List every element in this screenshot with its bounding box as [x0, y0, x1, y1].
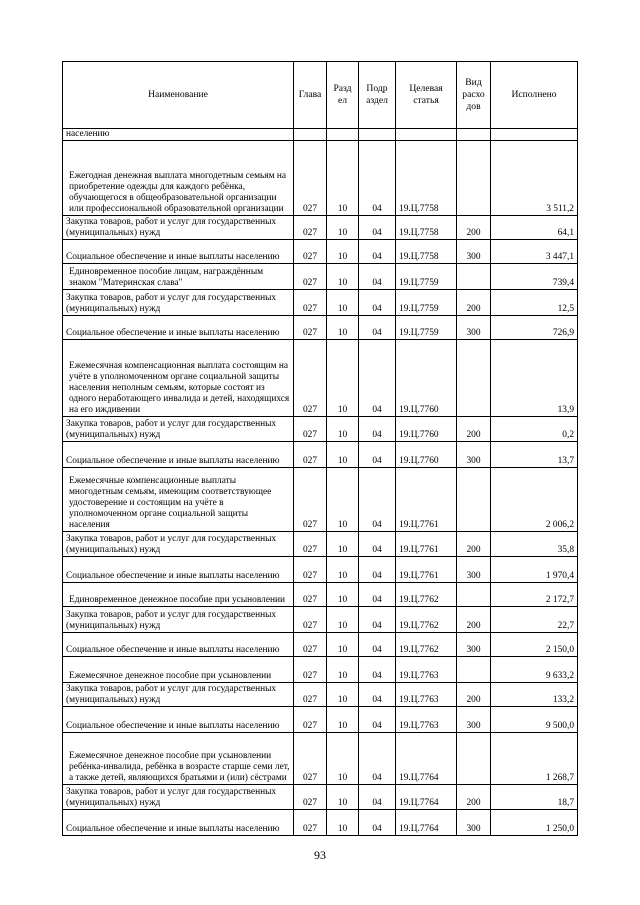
cell-name — [63, 417, 294, 442]
cell-section: 10 — [327, 810, 359, 836]
cell-chapter: 027 — [294, 557, 327, 583]
cell-subsection — [359, 129, 396, 141]
cell-name — [63, 129, 294, 141]
cell-chapter: 027 — [294, 683, 327, 707]
cell-executed: 13,7 — [491, 442, 578, 468]
cell-target: 19.Ц.7758 — [396, 141, 457, 216]
cell-subsection: 04 — [359, 532, 396, 557]
cell-section: 10 — [327, 657, 359, 683]
row-label: Социальное обеспечение и иные выплаты населению — [66, 645, 280, 655]
cell-section: 10 — [327, 216, 359, 240]
row-label: Социальное обеспечение и иные выплаты населению — [66, 328, 280, 338]
cell-kind: 300 — [457, 240, 491, 264]
cell-section: 10 — [327, 683, 359, 707]
cell-section: 10 — [327, 607, 359, 633]
cell-chapter: 027 — [294, 417, 327, 442]
cell-kind: 200 — [457, 216, 491, 240]
table-row — [63, 683, 578, 707]
cell-chapter: 027 — [294, 607, 327, 633]
cell-chapter: 027 — [294, 442, 327, 468]
row-label: Закупка товаров, работ и услуг для государственных (муниципальных) нужд — [66, 684, 277, 705]
row-label: Ежемесячное денежное пособие при усыновлении — [69, 671, 272, 681]
cell-kind: 200 — [457, 785, 491, 810]
cell-subsection: 04 — [359, 216, 396, 240]
cell-target: 19.Ц.7761 — [396, 468, 457, 532]
cell-executed: 2 150,0 — [491, 633, 578, 657]
row-label: Социальное обеспечение и иные выплаты населению — [66, 721, 280, 731]
cell-name — [63, 657, 294, 683]
row-label: Социальное обеспечение и иные выплаты населению — [66, 252, 280, 262]
header-row — [63, 62, 578, 129]
cell-name — [63, 442, 294, 468]
cell-executed: 9 633,2 — [491, 657, 578, 683]
cell-subsection: 04 — [359, 683, 396, 707]
table-row — [63, 468, 578, 532]
cell-name — [63, 240, 294, 264]
cell-section: 10 — [327, 240, 359, 264]
cell-subsection: 04 — [359, 316, 396, 340]
cell-executed: 726,9 — [491, 316, 578, 340]
table-row — [63, 316, 578, 340]
cell-target: 19.Ц.7762 — [396, 607, 457, 633]
cell-section: 10 — [327, 532, 359, 557]
table-row — [63, 707, 578, 733]
cell-chapter: 027 — [294, 468, 327, 532]
cell-target: 19.Ц.7763 — [396, 657, 457, 683]
table-row — [63, 442, 578, 468]
table-row — [63, 785, 578, 810]
cell-chapter: 027 — [294, 216, 327, 240]
cell-kind: 300 — [457, 442, 491, 468]
cell-section: 10 — [327, 468, 359, 532]
cell-chapter: 027 — [294, 240, 327, 264]
cell-executed: 1 970,4 — [491, 557, 578, 583]
cell-executed: 12,5 — [491, 290, 578, 316]
table-row — [63, 557, 578, 583]
cell-kind: 300 — [457, 707, 491, 733]
cell-target: 19.Ц.7760 — [396, 340, 457, 417]
cell-target: 19.Ц.7759 — [396, 264, 457, 290]
cell-executed: 18,7 — [491, 785, 578, 810]
cell-executed: 0,2 — [491, 417, 578, 442]
cell-section: 10 — [327, 340, 359, 417]
cell-subsection: 04 — [359, 633, 396, 657]
cell-section: 10 — [327, 264, 359, 290]
cell-name — [63, 707, 294, 733]
cell-chapter: 027 — [294, 707, 327, 733]
cell-subsection: 04 — [359, 240, 396, 264]
cell-name — [63, 810, 294, 836]
cell-subsection: 04 — [359, 264, 396, 290]
cell-kind: 300 — [457, 633, 491, 657]
row-label: Закупка товаров, работ и услуг для государственных (муниципальных) нужд — [66, 217, 277, 238]
cell-subsection: 04 — [359, 417, 396, 442]
cell-subsection: 04 — [359, 557, 396, 583]
cell-name — [63, 583, 294, 607]
cell-kind: 300 — [457, 557, 491, 583]
table-row — [63, 290, 578, 316]
cell-target: 19.Ц.7764 — [396, 733, 457, 785]
cell-kind — [457, 583, 491, 607]
cell-target: 19.Ц.7762 — [396, 633, 457, 657]
cell-subsection: 04 — [359, 340, 396, 417]
cell-section: 10 — [327, 707, 359, 733]
cell-executed: 739,4 — [491, 264, 578, 290]
cell-chapter: 027 — [294, 733, 327, 785]
cell-chapter: 027 — [294, 264, 327, 290]
page-number: 93 — [314, 848, 326, 862]
cell-section: 10 — [327, 583, 359, 607]
cell-subsection: 04 — [359, 810, 396, 836]
cell-target: 19.Ц.7759 — [396, 290, 457, 316]
cell-kind: 300 — [457, 316, 491, 340]
header-kind: Вид расхо дов — [457, 62, 491, 129]
header-executed: Исполнено — [491, 62, 578, 129]
cell-chapter: 027 — [294, 810, 327, 836]
cell-target: 19.Ц.7759 — [396, 316, 457, 340]
budget-table — [62, 61, 578, 836]
cell-chapter: 027 — [294, 316, 327, 340]
row-label: Ежемесячная компенсационная выплата состоящим на учёте в уполномоченном органе социальной защиты населения неполным семьям, которые состоят из одного неработающего инвалида и детей, находящихся на его иждивении — [69, 361, 290, 415]
cell-section: 10 — [327, 141, 359, 216]
cell-executed: 1 250,0 — [491, 810, 578, 836]
cell-subsection: 04 — [359, 141, 396, 216]
cell-kind: 300 — [457, 810, 491, 836]
row-label: Закупка товаров, работ и услуг для государственных (муниципальных) нужд — [66, 419, 277, 440]
cell-target: 19.Ц.7761 — [396, 532, 457, 557]
cell-kind — [457, 468, 491, 532]
cell-kind — [457, 141, 491, 216]
cell-name — [63, 557, 294, 583]
header-section: Разд ел — [327, 62, 359, 129]
cell-target: 19.Ц.7763 — [396, 683, 457, 707]
cell-name — [63, 340, 294, 417]
cell-subsection: 04 — [359, 442, 396, 468]
table-row — [63, 216, 578, 240]
cell-name — [63, 607, 294, 633]
table-row — [63, 340, 578, 417]
cell-subsection: 04 — [359, 468, 396, 532]
cell-executed: 35,8 — [491, 532, 578, 557]
row-label: Единовременное денежное пособие при усыновлении — [69, 595, 286, 605]
table-row — [63, 129, 578, 141]
row-label: населению — [66, 129, 110, 139]
cell-executed: 133,2 — [491, 683, 578, 707]
table-row — [63, 532, 578, 557]
row-label: Социальное обеспечение и иные выплаты населению — [66, 824, 280, 834]
cell-chapter: 027 — [294, 340, 327, 417]
cell-kind: 200 — [457, 532, 491, 557]
cell-target: 19.Ц.7758 — [396, 240, 457, 264]
cell-name — [63, 141, 294, 216]
table-row — [63, 810, 578, 836]
cell-target: 19.Ц.7758 — [396, 216, 457, 240]
cell-subsection: 04 — [359, 607, 396, 633]
row-label: Единовременное пособие лицам, награждённым знаком "Материнская слава" — [69, 267, 264, 288]
cell-name — [63, 532, 294, 557]
cell-kind: 200 — [457, 290, 491, 316]
row-label: Социальное обеспечение и иные выплаты населению — [66, 571, 280, 581]
cell-name — [63, 633, 294, 657]
cell-executed: 3 447,1 — [491, 240, 578, 264]
cell-subsection: 04 — [359, 657, 396, 683]
cell-executed: 13,9 — [491, 340, 578, 417]
cell-executed: 9 500,0 — [491, 707, 578, 733]
table-row — [63, 417, 578, 442]
cell-name — [63, 683, 294, 707]
cell-subsection: 04 — [359, 707, 396, 733]
cell-executed: 2 006,2 — [491, 468, 578, 532]
table-row — [63, 607, 578, 633]
cell-name — [63, 216, 294, 240]
cell-chapter: 027 — [294, 657, 327, 683]
cell-section: 10 — [327, 417, 359, 442]
cell-kind — [457, 340, 491, 417]
cell-target: 19.Ц.7763 — [396, 707, 457, 733]
header-chapter: Глава — [294, 62, 327, 129]
cell-executed: 2 172,7 — [491, 583, 578, 607]
cell-chapter: 027 — [294, 583, 327, 607]
row-label: Ежемесячные компенсационные выплаты многодетным семьям, имеющим соответствующее удостоверение и состоящим на учёте в уполномоченном органе социальной защиты населения — [69, 476, 272, 530]
row-label: Закупка товаров, работ и услуг для государственных (муниципальных) нужд — [66, 534, 277, 555]
row-label: Ежегодная денежная выплата многодетным семьям на приобретение одежды для каждого ребёнка, обучающегося в общеобразовательной организации или профессиональной образовательной организации — [69, 171, 287, 214]
cell-executed: 3 511,2 — [491, 141, 578, 216]
cell-chapter: 027 — [294, 141, 327, 216]
cell-kind: 200 — [457, 607, 491, 633]
cell-kind — [457, 264, 491, 290]
cell-name — [63, 264, 294, 290]
cell-section: 10 — [327, 290, 359, 316]
cell-target: 19.Ц.7764 — [396, 785, 457, 810]
cell-executed: 22,7 — [491, 607, 578, 633]
cell-section: 10 — [327, 442, 359, 468]
cell-kind: 200 — [457, 417, 491, 442]
table-row — [63, 633, 578, 657]
cell-target: 19.Ц.7762 — [396, 583, 457, 607]
header-target: Целевая статья — [396, 62, 457, 129]
cell-chapter: 027 — [294, 290, 327, 316]
cell-chapter: 027 — [294, 633, 327, 657]
table-row — [63, 240, 578, 264]
cell-target: 19.Ц.7764 — [396, 810, 457, 836]
cell-subsection: 04 — [359, 785, 396, 810]
table-row — [63, 733, 578, 785]
cell-kind: 200 — [457, 683, 491, 707]
table-row — [63, 264, 578, 290]
cell-subsection: 04 — [359, 290, 396, 316]
row-label: Закупка товаров, работ и услуг для государственных (муниципальных) нужд — [66, 293, 277, 314]
cell-name — [63, 733, 294, 785]
cell-target: 19.Ц.7760 — [396, 417, 457, 442]
cell-kind — [457, 129, 491, 141]
cell-chapter: 027 — [294, 785, 327, 810]
cell-executed: 64,1 — [491, 216, 578, 240]
table-row — [63, 583, 578, 607]
cell-section: 10 — [327, 733, 359, 785]
row-label: Социальное обеспечение и иные выплаты населению — [66, 456, 280, 466]
row-label: Закупка товаров, работ и услуг для государственных (муниципальных) нужд — [66, 610, 277, 631]
table-row — [63, 141, 578, 216]
cell-target: 19.Ц.7761 — [396, 557, 457, 583]
header-subsection: Подр аздел — [359, 62, 396, 129]
cell-name — [63, 785, 294, 810]
cell-kind — [457, 657, 491, 683]
cell-name — [63, 316, 294, 340]
row-label: Ежемесячное денежное пособие при усыновлении ребёнка-инвалида, ребёнка в возрасте старше семи лет, а также детей, являющихся братьями и (или) сёстрами — [69, 751, 290, 783]
cell-section: 10 — [327, 316, 359, 340]
cell-name — [63, 468, 294, 532]
cell-subsection: 04 — [359, 583, 396, 607]
cell-chapter — [294, 129, 327, 141]
cell-section — [327, 129, 359, 141]
row-label: Закупка товаров, работ и услуг для государственных (муниципальных) нужд — [66, 787, 277, 808]
cell-chapter: 027 — [294, 532, 327, 557]
cell-executed — [491, 129, 578, 141]
cell-target — [396, 129, 457, 141]
cell-target: 19.Ц.7760 — [396, 442, 457, 468]
cell-kind — [457, 733, 491, 785]
cell-section: 10 — [327, 557, 359, 583]
header-name: Наименование — [63, 62, 294, 129]
table-row — [63, 657, 578, 683]
cell-name — [63, 290, 294, 316]
cell-subsection: 04 — [359, 733, 396, 785]
cell-section: 10 — [327, 785, 359, 810]
cell-executed: 1 268,7 — [491, 733, 578, 785]
cell-section: 10 — [327, 633, 359, 657]
